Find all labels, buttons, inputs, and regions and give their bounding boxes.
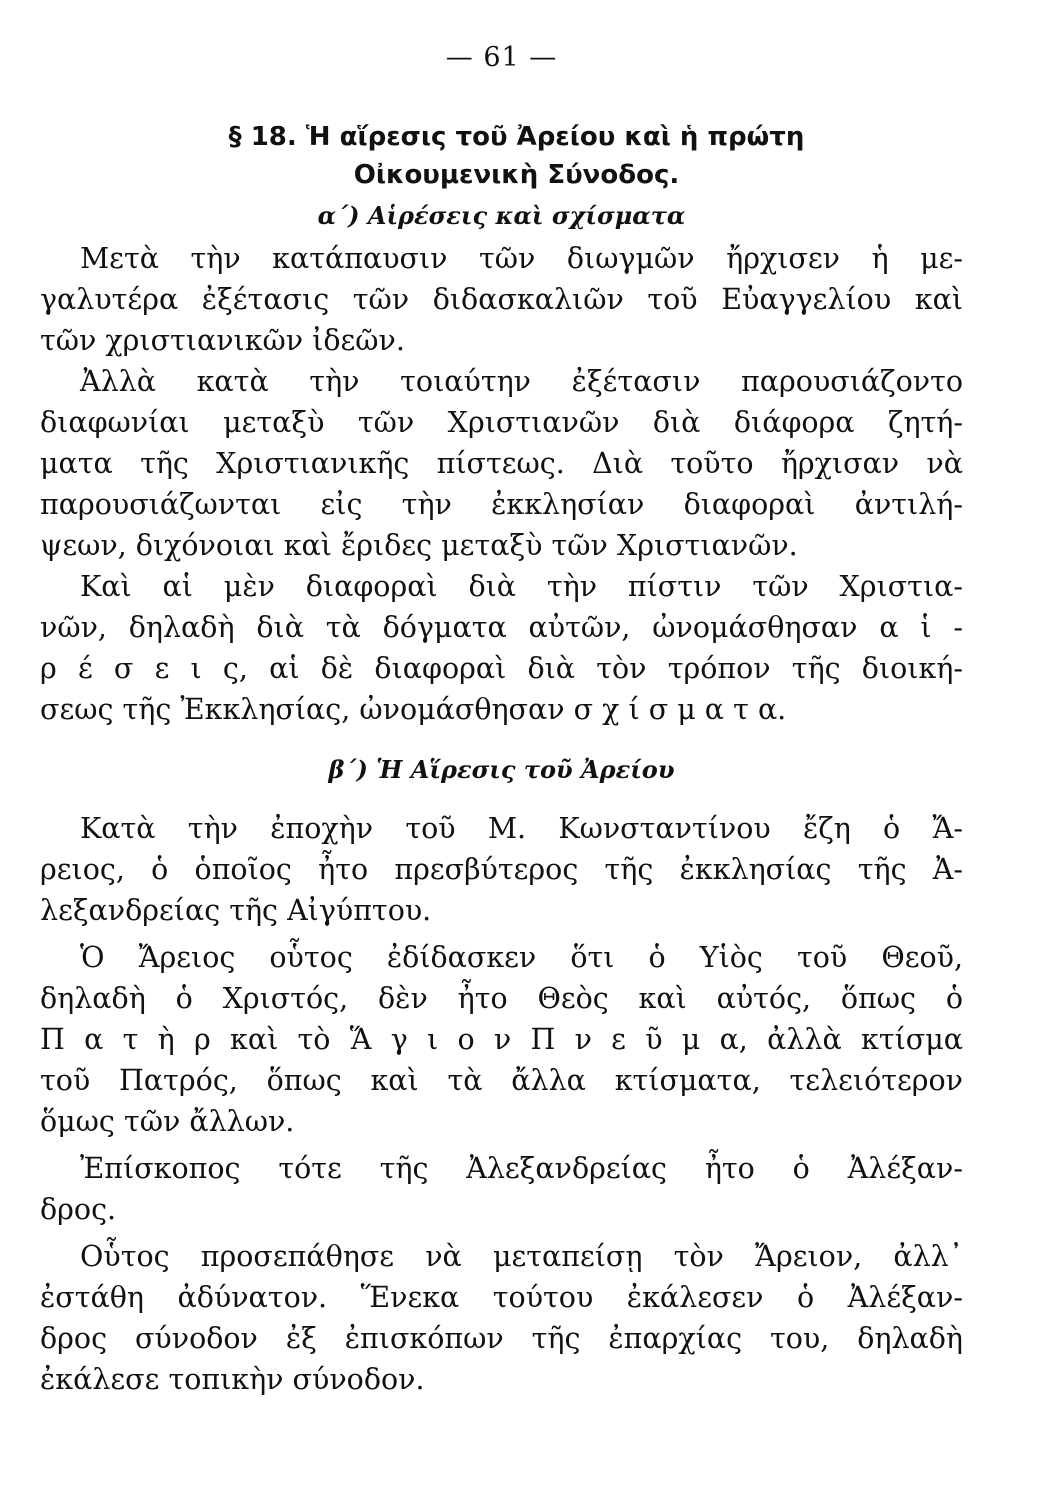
subheading-heresies-and-schisms: α΄) Αἱρέσεις καὶ σχίσματα	[317, 201, 686, 230]
paragraph-line: Ἀλλὰ κατὰ τὴν τοιαύτην ἐξέτασιν παρουσιάζοντο	[80, 365, 963, 398]
paragraph-line: τῶν χριστιανικῶν ἰδεῶν.	[40, 324, 405, 357]
paragraph-line: ψεων, διχόνοιαι καὶ ἔριδες μεταξὺ τῶν Χριστιανῶν.	[40, 529, 798, 562]
paragraph-line: παρουσιάζωνται εἰς τὴν ἐκκλησίαν διαφοραὶ ἀντιλή-	[40, 488, 963, 521]
subheading-heresy-of-arius: β΄) Ἡ Αἵρεσις τοῦ Ἀρείου	[328, 755, 675, 784]
paragraph-line: δρος σύνοδον ἐξ ἐπισκόπων τῆς ἐπαρχίας του, δηλαδὴ	[40, 1322, 963, 1355]
section-title	[40, 118, 963, 194]
paragraph-line: Ὁ Ἄρειος οὗτος ἐδίδασκεν ὅτι ὁ Υἱὸς τοῦ Θεοῦ,	[80, 941, 963, 974]
paragraph-1	[40, 238, 963, 361]
paragraph-line: τοῦ Πατρός, ὅπως καὶ τὰ ἄλλα κτίσματα, τελειότερον	[40, 1064, 963, 1097]
section-title-line-1: § 18. Ἡ αἵρεσις τοῦ Ἀρείου καὶ ἡ πρώτη	[228, 122, 805, 152]
paragraph-line: σεως τῆς Ἐκκλησίας, ὠνομάσθησαν σ χ ί σ μ α τ α.	[40, 693, 787, 726]
paragraph-line: Μετὰ τὴν κατάπαυσιν τῶν διωγμῶν ἤρχισεν ἡ με-	[80, 242, 963, 275]
paragraph-4	[40, 808, 963, 931]
paragraph-line: ἐκάλεσε τοπικὴν σύνοδον.	[40, 1363, 425, 1396]
paragraph-line: δρος.	[40, 1193, 117, 1226]
paragraph-line: Καὶ αἱ μὲν διαφοραὶ διὰ τὴν πίστιν τῶν Χριστια-	[80, 570, 963, 603]
paragraph-7	[40, 1236, 963, 1400]
paragraph-line: ὅμως τῶν ἄλλων.	[40, 1105, 295, 1138]
paragraph-line: ρειος, ὁ ὁποῖος ἦτο πρεσβύτερος τῆς ἐκκλησίας τῆς Ἀ-	[40, 853, 963, 886]
paragraph-line: ἐστάθη ἀδύνατον. Ἕνεκα τούτου ἐκάλεσεν ὁ Ἀλέξαν-	[40, 1281, 963, 1314]
paragraph-line: δηλαδὴ ὁ Χριστός, δὲν ἦτο Θεὸς καὶ αὐτός, ὅπως ὁ	[40, 982, 963, 1015]
paragraph-line: νῶν, δηλαδὴ διὰ τὰ δόγματα αὐτῶν, ὠνομάσθησαν α ἱ -	[40, 611, 963, 644]
section-title-line-2: Οἰκουμενικὴ Σύνοδος.	[353, 160, 680, 190]
paragraph-line: λεξανδρείας τῆς Αἰγύπτου.	[40, 894, 432, 927]
paragraph-5	[40, 937, 963, 1142]
paragraph-line: διαφωνίαι μεταξὺ τῶν Χριστιανῶν διὰ διάφορα ζητή-	[40, 406, 963, 439]
paragraph-line: ματα τῆς Χριστιανικῆς πίστεως. Διὰ τοῦτο ἤρχισαν νὰ	[40, 447, 963, 480]
paragraph-line: γαλυτέρα ἐξέτασις τῶν διδασκαλιῶν τοῦ Εὐαγγελίου καὶ	[40, 283, 963, 316]
paragraph-line: Ἐπίσκοπος τότε τῆς Ἀλεξανδρείας ἦτο ὁ Ἀλέξαν-	[80, 1152, 963, 1185]
paragraph-6	[40, 1148, 963, 1230]
paragraph-line: ρ έ σ ε ι ς, αἱ δὲ διαφοραὶ διὰ τὸν τρόπον τῆς διοική-	[40, 652, 963, 685]
paragraph-line: Κατὰ τὴν ἐποχὴν τοῦ Μ. Κωνσταντίνου ἔζη ὁ Ἄ-	[80, 812, 963, 845]
paragraph-line: Οὗτος προσεπάθησε νὰ μεταπείσῃ τὸν Ἄρειον, ἀλλ᾽	[80, 1240, 963, 1273]
paragraph-2	[40, 361, 963, 566]
paragraph-3	[40, 566, 963, 730]
page-number: — 61 —	[445, 42, 558, 73]
paragraph-line: Π α τ ὴ ρ καὶ τὸ Ἅ γ ι ο ν Π ν ε ῦ μ α, ἀλλὰ κτίσμα	[40, 1023, 963, 1056]
